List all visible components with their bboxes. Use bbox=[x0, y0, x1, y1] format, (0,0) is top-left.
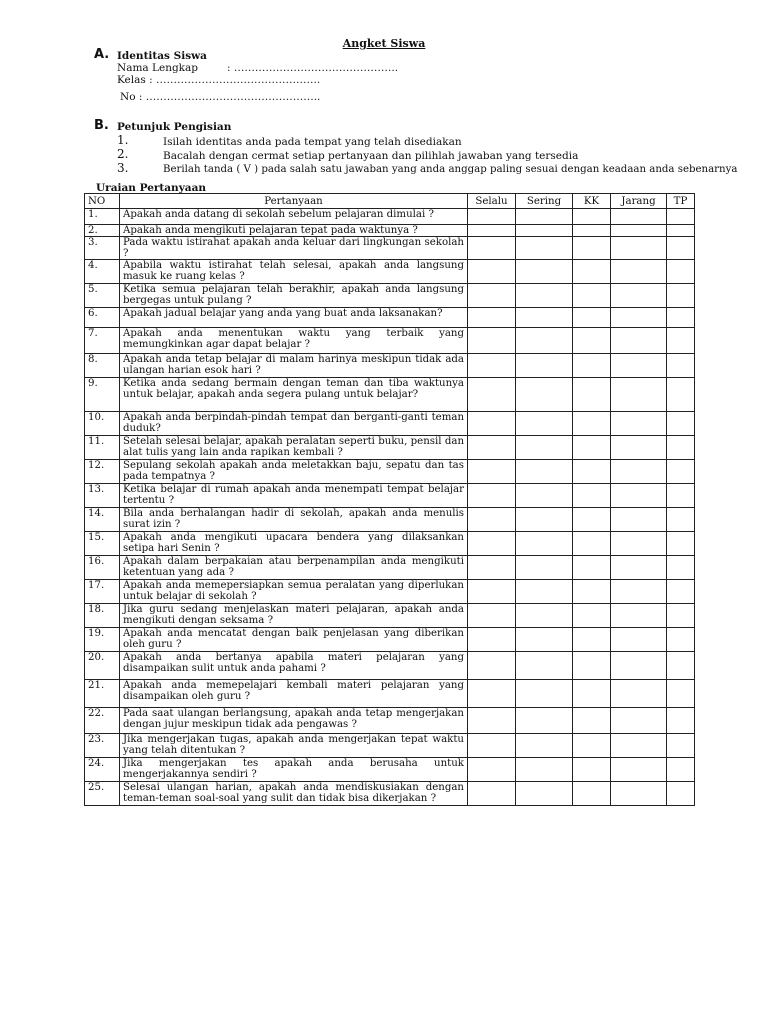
answer-cell-jarang[interactable] bbox=[611, 734, 667, 758]
answer-cell-kk[interactable] bbox=[573, 680, 611, 708]
question-text: Apakah anda datang di sekolah sebelum pelajaran dimulai ? bbox=[120, 209, 468, 225]
question-text: Pada waktu istirahat apakah anda keluar dari lingkungan sekolah ? bbox=[120, 237, 468, 260]
question-number: 5. bbox=[85, 284, 120, 308]
answer-cell-jarang[interactable] bbox=[611, 604, 667, 628]
answer-cell-kk[interactable] bbox=[573, 782, 611, 806]
table-row bbox=[85, 328, 695, 354]
question-text: Pada saat ulangan berlangsung, apakah anda tetap mengerjakan dengan jujur meskipun tidak ada pengawas ? bbox=[120, 708, 468, 734]
table-row bbox=[85, 412, 695, 436]
answer-cell-tp[interactable] bbox=[667, 708, 695, 734]
question-text: Apakah anda mencatat dengan baik penjelasan yang diberikan oleh guru ? bbox=[120, 628, 468, 652]
answer-cell-tp[interactable] bbox=[667, 556, 695, 580]
answer-cell-tp[interactable] bbox=[667, 652, 695, 680]
question-text: Apakah anda mengikuti pelajaran tepat pada waktunya ? bbox=[120, 225, 468, 237]
answer-cell-jarang[interactable] bbox=[611, 436, 667, 460]
answer-cell-tp[interactable] bbox=[667, 460, 695, 484]
question-number: 4. bbox=[85, 260, 120, 284]
answer-cell-tp[interactable] bbox=[667, 260, 695, 284]
question-text: Selesai ulangan harian, apakah anda mendiskusiakan dengan teman-teman soal-soal yang sulit dan tidak bisa dikerjakan ? bbox=[120, 782, 468, 806]
answer-cell-selalu[interactable] bbox=[468, 260, 516, 284]
table-row bbox=[85, 532, 695, 556]
answer-cell-selalu[interactable] bbox=[468, 436, 516, 460]
answer-cell-kk[interactable] bbox=[573, 328, 611, 354]
answer-cell-sering[interactable] bbox=[516, 484, 573, 508]
answer-cell-sering[interactable] bbox=[516, 508, 573, 532]
answer-cell-jarang[interactable] bbox=[611, 225, 667, 237]
answer-cell-jarang[interactable] bbox=[611, 412, 667, 436]
header-kk: KK bbox=[573, 194, 611, 209]
instruction-text: Bacalah dengan cermat setiap pertanyaan dan pilihlah jawaban yang tersedia bbox=[163, 150, 579, 162]
answer-cell-tp[interactable] bbox=[667, 758, 695, 782]
answer-cell-kk[interactable] bbox=[573, 225, 611, 237]
question-text: Apabila waktu istirahat telah selesai, apakah anda langsung masuk ke ruang kelas ? bbox=[120, 260, 468, 284]
uraian-heading: Uraian Pertanyaan bbox=[96, 182, 207, 194]
question-text: Apakah anda tetap belajar di malam harinya meskipun tidak ada ulangan harian esok hari ? bbox=[120, 354, 468, 378]
answer-cell-jarang[interactable] bbox=[611, 580, 667, 604]
question-text: Jika mengerjakan tugas, apakah anda mengerjakan tepat waktu yang telah ditentukan ? bbox=[120, 734, 468, 758]
answer-cell-jarang[interactable] bbox=[611, 708, 667, 734]
answer-cell-jarang[interactable] bbox=[611, 652, 667, 680]
answer-cell-sering[interactable] bbox=[516, 556, 573, 580]
kelas-field[interactable]: Kelas : ……………………………………….. bbox=[117, 74, 321, 86]
answer-cell-sering[interactable] bbox=[516, 652, 573, 680]
answer-cell-kk[interactable] bbox=[573, 484, 611, 508]
answer-cell-kk[interactable] bbox=[573, 209, 611, 225]
answer-cell-tp[interactable] bbox=[667, 412, 695, 436]
answer-cell-selalu[interactable] bbox=[468, 734, 516, 758]
table-row bbox=[85, 652, 695, 680]
answer-cell-jarang[interactable] bbox=[611, 260, 667, 284]
answer-cell-selalu[interactable] bbox=[468, 308, 516, 328]
question-text: Apakah jadual belajar yang anda yang buat anda laksanakan? bbox=[120, 308, 468, 328]
answer-cell-selalu[interactable] bbox=[468, 484, 516, 508]
answer-cell-selalu[interactable] bbox=[468, 556, 516, 580]
answer-cell-selalu[interactable] bbox=[468, 680, 516, 708]
page-title: Angket Siswa bbox=[342, 37, 426, 50]
table-row bbox=[85, 308, 695, 328]
question-number: 8. bbox=[85, 354, 120, 378]
answer-cell-jarang[interactable] bbox=[611, 308, 667, 328]
answer-cell-jarang[interactable] bbox=[611, 460, 667, 484]
answer-cell-kk[interactable] bbox=[573, 508, 611, 532]
question-text: Bila anda berhalangan hadir di sekolah, apakah anda menulis surat izin ? bbox=[120, 508, 468, 532]
answer-cell-sering[interactable] bbox=[516, 758, 573, 782]
answer-cell-sering[interactable] bbox=[516, 734, 573, 758]
answer-cell-jarang[interactable] bbox=[611, 484, 667, 508]
answer-cell-kk[interactable] bbox=[573, 436, 611, 460]
answer-cell-selalu[interactable] bbox=[468, 328, 516, 354]
table-row bbox=[85, 460, 695, 484]
table-row bbox=[85, 284, 695, 308]
question-number: 11. bbox=[85, 436, 120, 460]
question-number: 17. bbox=[85, 580, 120, 604]
question-number: 2. bbox=[85, 225, 120, 237]
answer-cell-kk[interactable] bbox=[573, 460, 611, 484]
question-text: Apakah anda berpindah-pindah tempat dan berganti-ganti teman duduk? bbox=[120, 412, 468, 436]
answer-cell-sering[interactable] bbox=[516, 209, 573, 225]
section-a-letter: A. bbox=[94, 47, 110, 62]
header-pertanyaan: Pertanyaan bbox=[120, 194, 468, 209]
answer-cell-selalu[interactable] bbox=[468, 508, 516, 532]
table-row bbox=[85, 209, 695, 225]
answer-cell-tp[interactable] bbox=[667, 284, 695, 308]
table-row bbox=[85, 758, 695, 782]
answer-cell-tp[interactable] bbox=[667, 734, 695, 758]
answer-cell-jarang[interactable] bbox=[611, 284, 667, 308]
table-row bbox=[85, 225, 695, 237]
answer-cell-selalu[interactable] bbox=[468, 237, 516, 260]
answer-cell-selalu[interactable] bbox=[468, 354, 516, 378]
answer-cell-kk[interactable] bbox=[573, 628, 611, 652]
question-number: 23. bbox=[85, 734, 120, 758]
answer-cell-tp[interactable] bbox=[667, 680, 695, 708]
question-text: Apakah dalam berpakaian atau berpenampilan anda mengikuti ketentuan yang ada ? bbox=[120, 556, 468, 580]
answer-cell-sering[interactable] bbox=[516, 284, 573, 308]
question-text: Apakah anda menentukan waktu yang terbaik yang memungkinkan agar dapat belajar ? bbox=[120, 328, 468, 354]
table-row bbox=[85, 354, 695, 378]
answer-cell-kk[interactable] bbox=[573, 580, 611, 604]
question-text: Apakah anda memepelajari kembali materi pelajaran yang disampaikan oleh guru ? bbox=[120, 680, 468, 708]
answer-cell-selalu[interactable] bbox=[468, 532, 516, 556]
answer-cell-kk[interactable] bbox=[573, 556, 611, 580]
answer-cell-kk[interactable] bbox=[573, 652, 611, 680]
answer-cell-kk[interactable] bbox=[573, 284, 611, 308]
question-number: 12. bbox=[85, 460, 120, 484]
answer-cell-selalu[interactable] bbox=[468, 628, 516, 652]
answer-cell-kk[interactable] bbox=[573, 604, 611, 628]
answer-cell-jarang[interactable] bbox=[611, 378, 667, 412]
question-text: Ketika semua pelajaran telah berakhir, apakah anda langsung bergegas untuk pulang ? bbox=[120, 284, 468, 308]
answer-cell-kk[interactable] bbox=[573, 308, 611, 328]
question-text: Jika guru sedang menjelaskan materi pelajaran, apakah anda mengikuti dengan seksama ? bbox=[120, 604, 468, 628]
answer-cell-jarang[interactable] bbox=[611, 782, 667, 806]
answer-cell-jarang[interactable] bbox=[611, 508, 667, 532]
question-text: Apakah anda bertanya apabila materi pelajaran yang disampaikan sulit untuk anda pahami ? bbox=[120, 652, 468, 680]
header-no: NO bbox=[85, 194, 120, 209]
answer-cell-tp[interactable] bbox=[667, 328, 695, 354]
table-row bbox=[85, 237, 695, 260]
question-number: 16. bbox=[85, 556, 120, 580]
answer-cell-jarang[interactable] bbox=[611, 758, 667, 782]
answer-cell-tp[interactable] bbox=[667, 225, 695, 237]
answer-cell-selalu[interactable] bbox=[468, 284, 516, 308]
question-number: 18. bbox=[85, 604, 120, 628]
answer-cell-tp[interactable] bbox=[667, 782, 695, 806]
answer-cell-selalu[interactable] bbox=[468, 209, 516, 225]
question-number: 24. bbox=[85, 758, 120, 782]
answer-cell-jarang[interactable] bbox=[611, 556, 667, 580]
answer-cell-kk[interactable] bbox=[573, 532, 611, 556]
answer-cell-sering[interactable] bbox=[516, 436, 573, 460]
instruction-number: 1. bbox=[117, 133, 129, 147]
question-number: 15. bbox=[85, 532, 120, 556]
question-text: Setelah selesai belajar, apakah peralatan seperti buku, pensil dan alat tulis yang lain anda rapikan kembali ? bbox=[120, 436, 468, 460]
answer-cell-selalu[interactable] bbox=[468, 652, 516, 680]
question-number: 19. bbox=[85, 628, 120, 652]
answer-cell-sering[interactable] bbox=[516, 412, 573, 436]
answer-cell-jarang[interactable] bbox=[611, 680, 667, 708]
instruction-text: Berilah tanda ( V ) pada salah satu jawaban yang anda anggap paling sesuai dengan keadaan anda sebenarnya bbox=[163, 164, 738, 175]
section-b-letter: B. bbox=[94, 118, 109, 133]
section-a-heading: Identitas Siswa bbox=[117, 50, 207, 62]
answer-cell-sering[interactable] bbox=[516, 604, 573, 628]
table-row bbox=[85, 436, 695, 460]
answer-cell-selalu[interactable] bbox=[468, 412, 516, 436]
question-text: Jika mengerjakan tes apakah anda berusaha untuk mengerjakannya sendiri ? bbox=[120, 758, 468, 782]
answer-cell-kk[interactable] bbox=[573, 708, 611, 734]
section-b-heading: Petunjuk Pengisian bbox=[117, 121, 232, 133]
table-row bbox=[85, 378, 695, 412]
answer-cell-tp[interactable] bbox=[667, 436, 695, 460]
answer-cell-kk[interactable] bbox=[573, 734, 611, 758]
answer-cell-sering[interactable] bbox=[516, 532, 573, 556]
answer-cell-jarang[interactable] bbox=[611, 209, 667, 225]
answer-cell-kk[interactable] bbox=[573, 758, 611, 782]
header-jarang: Jarang bbox=[611, 194, 667, 209]
answer-cell-jarang[interactable] bbox=[611, 628, 667, 652]
question-number: 6. bbox=[85, 308, 120, 328]
questionnaire-table bbox=[84, 193, 695, 806]
answer-cell-kk[interactable] bbox=[573, 354, 611, 378]
header-sering: Sering bbox=[516, 194, 573, 209]
table-row bbox=[85, 556, 695, 580]
instruction-number: 3. bbox=[117, 161, 129, 175]
answer-cell-sering[interactable] bbox=[516, 680, 573, 708]
table-row bbox=[85, 708, 695, 734]
question-number: 13. bbox=[85, 484, 120, 508]
table-row bbox=[85, 628, 695, 652]
answer-cell-sering[interactable] bbox=[516, 580, 573, 604]
table-row bbox=[85, 508, 695, 532]
answer-cell-tp[interactable] bbox=[667, 604, 695, 628]
table-row bbox=[85, 680, 695, 708]
answer-cell-sering[interactable] bbox=[516, 460, 573, 484]
answer-cell-selalu[interactable] bbox=[468, 460, 516, 484]
answer-cell-tp[interactable] bbox=[667, 484, 695, 508]
answer-cell-sering[interactable] bbox=[516, 260, 573, 284]
answer-cell-sering[interactable] bbox=[516, 708, 573, 734]
answer-cell-jarang[interactable] bbox=[611, 532, 667, 556]
answer-cell-tp[interactable] bbox=[667, 209, 695, 225]
answer-cell-selalu[interactable] bbox=[468, 378, 516, 412]
question-number: 3. bbox=[85, 237, 120, 260]
answer-cell-sering[interactable] bbox=[516, 354, 573, 378]
question-text: Ketika belajar di rumah apakah anda menempati tempat belajar tertentu ? bbox=[120, 484, 468, 508]
answer-cell-tp[interactable] bbox=[667, 532, 695, 556]
answer-cell-jarang[interactable] bbox=[611, 354, 667, 378]
question-number: 25. bbox=[85, 782, 120, 806]
table-row bbox=[85, 604, 695, 628]
table-row bbox=[85, 260, 695, 284]
answer-cell-tp[interactable] bbox=[667, 378, 695, 412]
question-number: 20. bbox=[85, 652, 120, 680]
answer-cell-kk[interactable] bbox=[573, 378, 611, 412]
answer-cell-sering[interactable] bbox=[516, 782, 573, 806]
nama-lengkap-field[interactable]: : ……………………………………….. bbox=[227, 62, 399, 74]
question-number: 21. bbox=[85, 680, 120, 708]
answer-cell-selalu[interactable] bbox=[468, 758, 516, 782]
answer-cell-tp[interactable] bbox=[667, 354, 695, 378]
table-row bbox=[85, 782, 695, 806]
question-number: 1. bbox=[85, 209, 120, 225]
question-number: 14. bbox=[85, 508, 120, 532]
no-field[interactable]: No : ………………………………………….. bbox=[120, 91, 321, 103]
answer-cell-sering[interactable] bbox=[516, 328, 573, 354]
answer-cell-sering[interactable] bbox=[516, 225, 573, 237]
answer-cell-selalu[interactable] bbox=[468, 225, 516, 237]
question-number: 7. bbox=[85, 328, 120, 354]
question-number: 9. bbox=[85, 378, 120, 412]
question-text: Ketika anda sedang bermain dengan teman dan tiba waktunya untuk belajar, apakah anda segera pulang untuk belajar? bbox=[120, 378, 468, 412]
question-number: 10. bbox=[85, 412, 120, 436]
answer-cell-tp[interactable] bbox=[667, 237, 695, 260]
header-selalu: Selalu bbox=[468, 194, 516, 209]
answer-cell-sering[interactable] bbox=[516, 237, 573, 260]
answer-cell-selalu[interactable] bbox=[468, 782, 516, 806]
question-text: Apakah anda memepersiapkan semua peralatan yang diperlukan untuk belajar di sekolah ? bbox=[120, 580, 468, 604]
question-number: 22. bbox=[85, 708, 120, 734]
answer-cell-tp[interactable] bbox=[667, 628, 695, 652]
answer-cell-selalu[interactable] bbox=[468, 604, 516, 628]
answer-cell-selalu[interactable] bbox=[468, 708, 516, 734]
table-row bbox=[85, 580, 695, 604]
answer-cell-kk[interactable] bbox=[573, 237, 611, 260]
question-text: Sepulang sekolah apakah anda meletakkan baju, sepatu dan tas pada tempatnya ? bbox=[120, 460, 468, 484]
answer-cell-sering[interactable] bbox=[516, 378, 573, 412]
answer-cell-tp[interactable] bbox=[667, 580, 695, 604]
answer-cell-jarang[interactable] bbox=[611, 237, 667, 260]
answer-cell-kk[interactable] bbox=[573, 412, 611, 436]
instruction-text: Isilah identitas anda pada tempat yang telah disediakan bbox=[163, 136, 462, 148]
answer-cell-jarang[interactable] bbox=[611, 328, 667, 354]
table-header-row bbox=[85, 194, 695, 209]
answer-cell-tp[interactable] bbox=[667, 308, 695, 328]
answer-cell-selalu[interactable] bbox=[468, 580, 516, 604]
header-tp: TP bbox=[667, 194, 695, 209]
nama-lengkap-label: Nama Lengkap bbox=[117, 62, 199, 74]
answer-cell-sering[interactable] bbox=[516, 308, 573, 328]
answer-cell-tp[interactable] bbox=[667, 508, 695, 532]
instruction-number: 2. bbox=[117, 147, 129, 161]
answer-cell-kk[interactable] bbox=[573, 260, 611, 284]
table-row bbox=[85, 734, 695, 758]
table-row bbox=[85, 484, 695, 508]
question-text: Apakah anda mengikuti upacara bendera yang dilaksankan setipa hari Senin ? bbox=[120, 532, 468, 556]
answer-cell-sering[interactable] bbox=[516, 628, 573, 652]
